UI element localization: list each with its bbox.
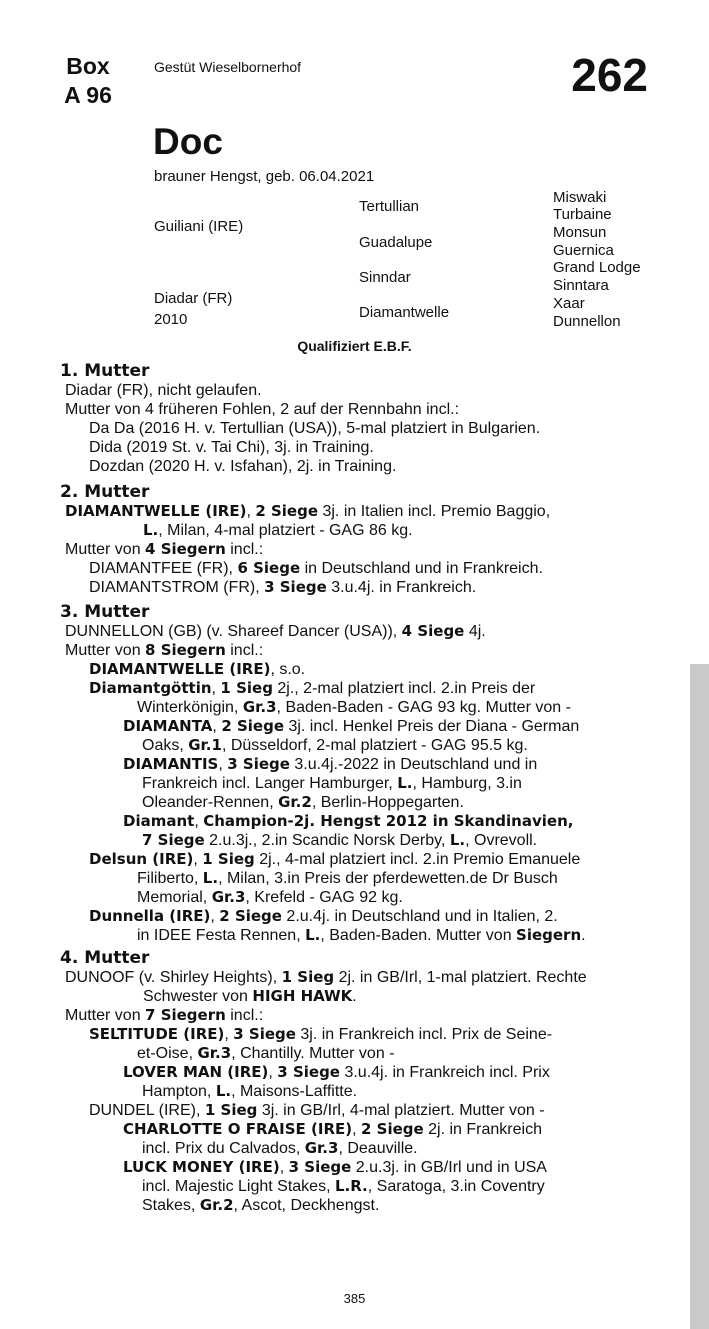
pedigree-dam-dam: Diamantwelle	[359, 304, 450, 321]
horse-name-bold: Diamantgöttin	[89, 679, 212, 697]
text-line	[60, 907, 650, 926]
text: Stakes,	[142, 1197, 200, 1214]
breeder-name: Gestüt Wieselbornerhof	[154, 59, 302, 75]
text: Schwester von	[143, 988, 253, 1005]
text-line	[60, 755, 650, 774]
text: Mutter von	[65, 541, 146, 558]
text: 3j. in Frankreich incl. Prix de Seine-	[295, 1026, 553, 1043]
page-number: 385	[343, 1291, 366, 1306]
text: ,	[352, 1121, 361, 1138]
text-line	[60, 1120, 650, 1139]
text: .	[352, 988, 357, 1005]
text-line	[60, 926, 650, 945]
text: DUNOOF (v. Shirley Heights),	[65, 969, 282, 986]
race-grade: Gr.2	[278, 793, 312, 811]
text: ,	[193, 851, 203, 868]
race-grade: L.	[202, 869, 219, 887]
text-line	[60, 641, 650, 660]
section-third-dam	[60, 603, 650, 945]
text-line	[60, 774, 650, 793]
race-grade: L.	[397, 774, 413, 792]
text: , Baden-Baden - GAG 93 kg. Mutter von -	[276, 699, 571, 716]
scrollbar[interactable]	[690, 664, 709, 1329]
race-grade: L.	[215, 1082, 232, 1100]
pedigree-dam: Diadar (FR)	[154, 290, 233, 307]
text-line	[60, 812, 650, 831]
section-second-dam	[60, 483, 650, 597]
text-line: Dida (2019 St. v. Tai Chi), 3j. in Training.	[89, 439, 374, 456]
text-line	[60, 793, 650, 812]
text: 2j. in GB/Irl, 1-mal platziert. Rechte	[334, 969, 587, 986]
wins-bold: 3 Siege	[227, 755, 290, 773]
pedigree-sire: Guiliani (IRE)	[154, 218, 244, 235]
text: 3j. incl. Henkel Preis der Diana - German	[284, 718, 580, 735]
pedigree-g3: Turbaine	[553, 206, 612, 223]
text: 2.u.3j. in GB/Irl und in USA	[351, 1159, 547, 1176]
race-grade: L.	[449, 831, 466, 849]
champion-title: Champion-2j. Hengst 2012 in Skandinavien,	[203, 812, 574, 830]
pedigree-sire-sire: Tertullian	[359, 198, 420, 215]
text-line	[60, 1082, 650, 1101]
text: ,	[212, 718, 222, 735]
text-line	[60, 1196, 650, 1215]
text: Mutter von	[65, 642, 146, 659]
text-line	[60, 869, 650, 888]
horse-name-bold: LOVER MAN (IRE)	[123, 1063, 269, 1081]
race-grade: Gr.1	[188, 736, 222, 754]
text: , Maisons-Laffitte.	[231, 1083, 358, 1100]
text: 3.u.4j. in Frankreich incl. Prix	[340, 1064, 550, 1081]
text: incl. Majestic Light Stakes,	[142, 1178, 335, 1195]
text-line	[60, 559, 650, 578]
text: Oleander-Rennen,	[142, 794, 279, 811]
text: incl.:	[225, 642, 264, 659]
text-line: Diadar (FR), nicht gelaufen.	[65, 382, 262, 399]
text-line	[60, 1044, 650, 1063]
text-line	[60, 502, 650, 521]
race-grade: Gr.3	[242, 698, 277, 716]
race-grade: Gr.2	[199, 1196, 234, 1214]
text-line	[60, 578, 650, 597]
section-title: 1. Mutter	[60, 361, 150, 381]
text-line	[60, 831, 650, 850]
text: ,	[246, 503, 256, 520]
text-line: Dozdan (2020 H. v. Isfahan), 2j. in Training.	[89, 458, 397, 475]
text-line	[60, 698, 650, 717]
text: in IDEE Festa Rennen,	[137, 927, 306, 944]
pedigree-dam-sire: Sinndar	[359, 269, 411, 286]
wins-bold: 1 Sieg	[204, 1101, 258, 1119]
race-grade: L.	[143, 521, 159, 539]
pedigree-g3: Sinntara	[553, 277, 609, 294]
text-line	[60, 1177, 650, 1196]
horse-name: Doc	[153, 121, 223, 162]
text: 3.u.4j. in Frankreich.	[326, 579, 477, 596]
text: DUNDEL (IRE),	[89, 1102, 205, 1119]
text-line	[60, 717, 650, 736]
box-label-line1: Box	[66, 53, 110, 79]
text-line	[60, 521, 650, 540]
text: , Deauville.	[338, 1140, 418, 1157]
text: 3j. in GB/Irl, 4-mal platziert. Mutter von -	[257, 1102, 545, 1119]
pedigree-g3: Monsun	[553, 224, 607, 241]
text: .	[581, 927, 586, 944]
text: , Ovrevoll.	[465, 832, 538, 849]
section-fourth-dam	[60, 949, 650, 1215]
text: Memorial,	[137, 889, 212, 906]
text: ,	[218, 756, 228, 773]
text: ,	[211, 680, 221, 697]
horse-name-bold: DIAMANTWELLE (IRE)	[65, 502, 247, 520]
text: 2j. in Frankreich	[423, 1121, 542, 1138]
text-line	[60, 1139, 650, 1158]
text-line	[60, 1158, 650, 1177]
text: , Saratoga, 3.in Coventry	[367, 1178, 545, 1195]
wins-bold: 2 Siege	[219, 907, 282, 925]
text: Oaks,	[142, 737, 189, 754]
text: ,	[279, 1159, 289, 1176]
text: 2.u.4j. in Deutschland und in Italien, 2.	[281, 908, 558, 925]
text-line	[60, 660, 650, 679]
text: Winterkönigin,	[137, 699, 243, 716]
wins-bold: 6 Siege	[237, 559, 301, 577]
text-line	[60, 622, 650, 641]
horse-name-bold: SELTITUDE (IRE)	[89, 1025, 225, 1043]
text-line	[60, 987, 650, 1006]
text: ,	[224, 1026, 234, 1043]
lot-number: 262	[571, 49, 648, 101]
pedigree-g3: Miswaki	[553, 189, 607, 206]
box-number: A 96	[64, 82, 112, 108]
text: , Krefeld - GAG 92 kg.	[245, 889, 403, 906]
text: DUNNELLON (GB) (v. Shareef Dancer (USA)),	[65, 623, 402, 640]
text: , Hamburg, 3.in	[412, 775, 522, 792]
text: 2j., 2-mal platziert incl. 2.in Preis der	[272, 680, 536, 697]
text-line	[60, 1101, 650, 1120]
text: , Baden-Baden. Mutter von	[320, 927, 517, 944]
text-line	[60, 736, 650, 755]
box-label	[58, 52, 118, 110]
text: DIAMANTFEE (FR),	[89, 560, 238, 577]
text: , Milan, 3.in Preis der pferdewetten.de Dr Busch	[218, 870, 558, 887]
wins-bold: 2 Siege	[221, 717, 285, 735]
race-grade: L.	[305, 926, 321, 944]
race-grade: L.R.	[334, 1177, 368, 1195]
wins-bold: 3 Siege	[264, 578, 327, 596]
pedigree-g3: Dunnellon	[553, 313, 621, 330]
race-grade: Gr.3	[304, 1139, 339, 1157]
text-line	[60, 1063, 650, 1082]
wins-bold: 3 Siege	[288, 1158, 352, 1176]
text: , s.o.	[270, 661, 306, 678]
race-grade: Gr.3	[211, 888, 246, 906]
section-title: 2. Mutter	[60, 482, 150, 502]
text: ,	[268, 1064, 278, 1081]
pedigree-sire-dam: Guadalupe	[359, 234, 433, 251]
text-line	[60, 1025, 650, 1044]
horse-name-bold: CHARLOTTE O FRAISE (IRE)	[123, 1120, 353, 1138]
horse-name-bold: Delsun (IRE)	[89, 850, 194, 868]
text: Frankreich incl. Langer Hamburger,	[142, 775, 398, 792]
text: ,	[210, 908, 220, 925]
pedigree-g3: Guernica	[553, 242, 614, 259]
text: et-Oise,	[137, 1045, 198, 1062]
text: 3.u.4j.-2022 in Deutschland und in	[289, 756, 538, 773]
pedigree-g3: Grand Lodge	[553, 259, 641, 276]
text: 2.u.3j., 2.in Scandic Norsk Derby,	[204, 832, 450, 849]
wins-bold: 1 Sieg	[220, 679, 273, 697]
section-title: 4. Mutter	[60, 948, 150, 968]
winners-bold: 4 Siegern	[145, 540, 226, 558]
text-line	[60, 679, 650, 698]
text: , Berlin-Hoppegarten.	[311, 794, 464, 811]
wins-bold: 2 Siege	[255, 502, 319, 520]
text: incl.:	[225, 1007, 264, 1024]
text: ,	[194, 813, 204, 830]
wins-bold: 3 Siege	[277, 1063, 340, 1081]
text-line: Mutter von 4 früheren Fohlen, 2 auf der Rennbahn incl.:	[65, 401, 460, 418]
winners-bold: Siegern	[516, 926, 582, 944]
qualification-note: Qualifiziert E.B.F.	[297, 338, 412, 354]
text: , Milan, 4-mal platziert - GAG 86 kg.	[158, 522, 413, 539]
text: Mutter von	[65, 1007, 146, 1024]
horse-name-bold: DIAMANTIS	[123, 755, 219, 773]
horse-name-bold: LUCK MONEY (IRE)	[123, 1158, 280, 1176]
text: , Chantilly. Mutter von -	[231, 1045, 395, 1062]
wins-bold: 1 Sieg	[202, 850, 255, 868]
section-first-dam	[60, 362, 650, 476]
horse-name-bold: HIGH HAWK	[252, 987, 353, 1005]
pedigree-dam-year: 2010	[154, 311, 188, 328]
text-line	[60, 968, 650, 987]
horse-name-bold: DIAMANTA	[123, 717, 213, 735]
text: Hampton,	[142, 1083, 216, 1100]
horse-name-bold: DIAMANTWELLE (IRE)	[89, 660, 271, 678]
text: 3j. in Italien incl. Premio Baggio,	[318, 503, 551, 520]
text: Filiberto,	[137, 870, 203, 887]
race-grade: Gr.3	[197, 1044, 232, 1062]
text: , Düsseldorf, 2-mal platziert - GAG 95.5 kg.	[221, 737, 528, 754]
pedigree-g3: Xaar	[553, 295, 585, 312]
text: incl.:	[225, 541, 264, 558]
text: in Deutschland und in Frankreich.	[300, 560, 543, 577]
wins-bold: 3 Siege	[233, 1025, 296, 1043]
horse-name-bold: Dunnella (IRE)	[89, 907, 211, 925]
text-line	[60, 850, 650, 869]
winners-bold: 8 Siegern	[145, 641, 226, 659]
text-line	[60, 1006, 650, 1025]
text-line: Da Da (2016 H. v. Tertullian (USA)), 5-mal platziert in Bulgarien.	[89, 420, 541, 437]
section-title: 3. Mutter	[60, 602, 150, 622]
text: , Ascot, Deckhengst.	[233, 1197, 380, 1214]
text: 2j., 4-mal platziert incl. 2.in Premio Emanuele	[254, 851, 581, 868]
wins-bold: 2 Siege	[361, 1120, 424, 1138]
text: DIAMANTSTROM (FR),	[89, 579, 265, 596]
horse-name-bold: Diamant	[123, 812, 195, 830]
wins-bold: 7 Siege	[142, 831, 205, 849]
winners-bold: 7 Siegern	[145, 1006, 226, 1024]
wins-bold: 4 Siege	[401, 622, 465, 640]
wins-bold: 1 Sieg	[281, 968, 335, 986]
text-line	[60, 540, 650, 559]
text-line	[60, 888, 650, 907]
text: incl. Prix du Calvados,	[142, 1140, 305, 1157]
horse-description: brauner Hengst, geb. 06.04.2021	[154, 168, 375, 185]
text: 4j.	[464, 623, 486, 640]
